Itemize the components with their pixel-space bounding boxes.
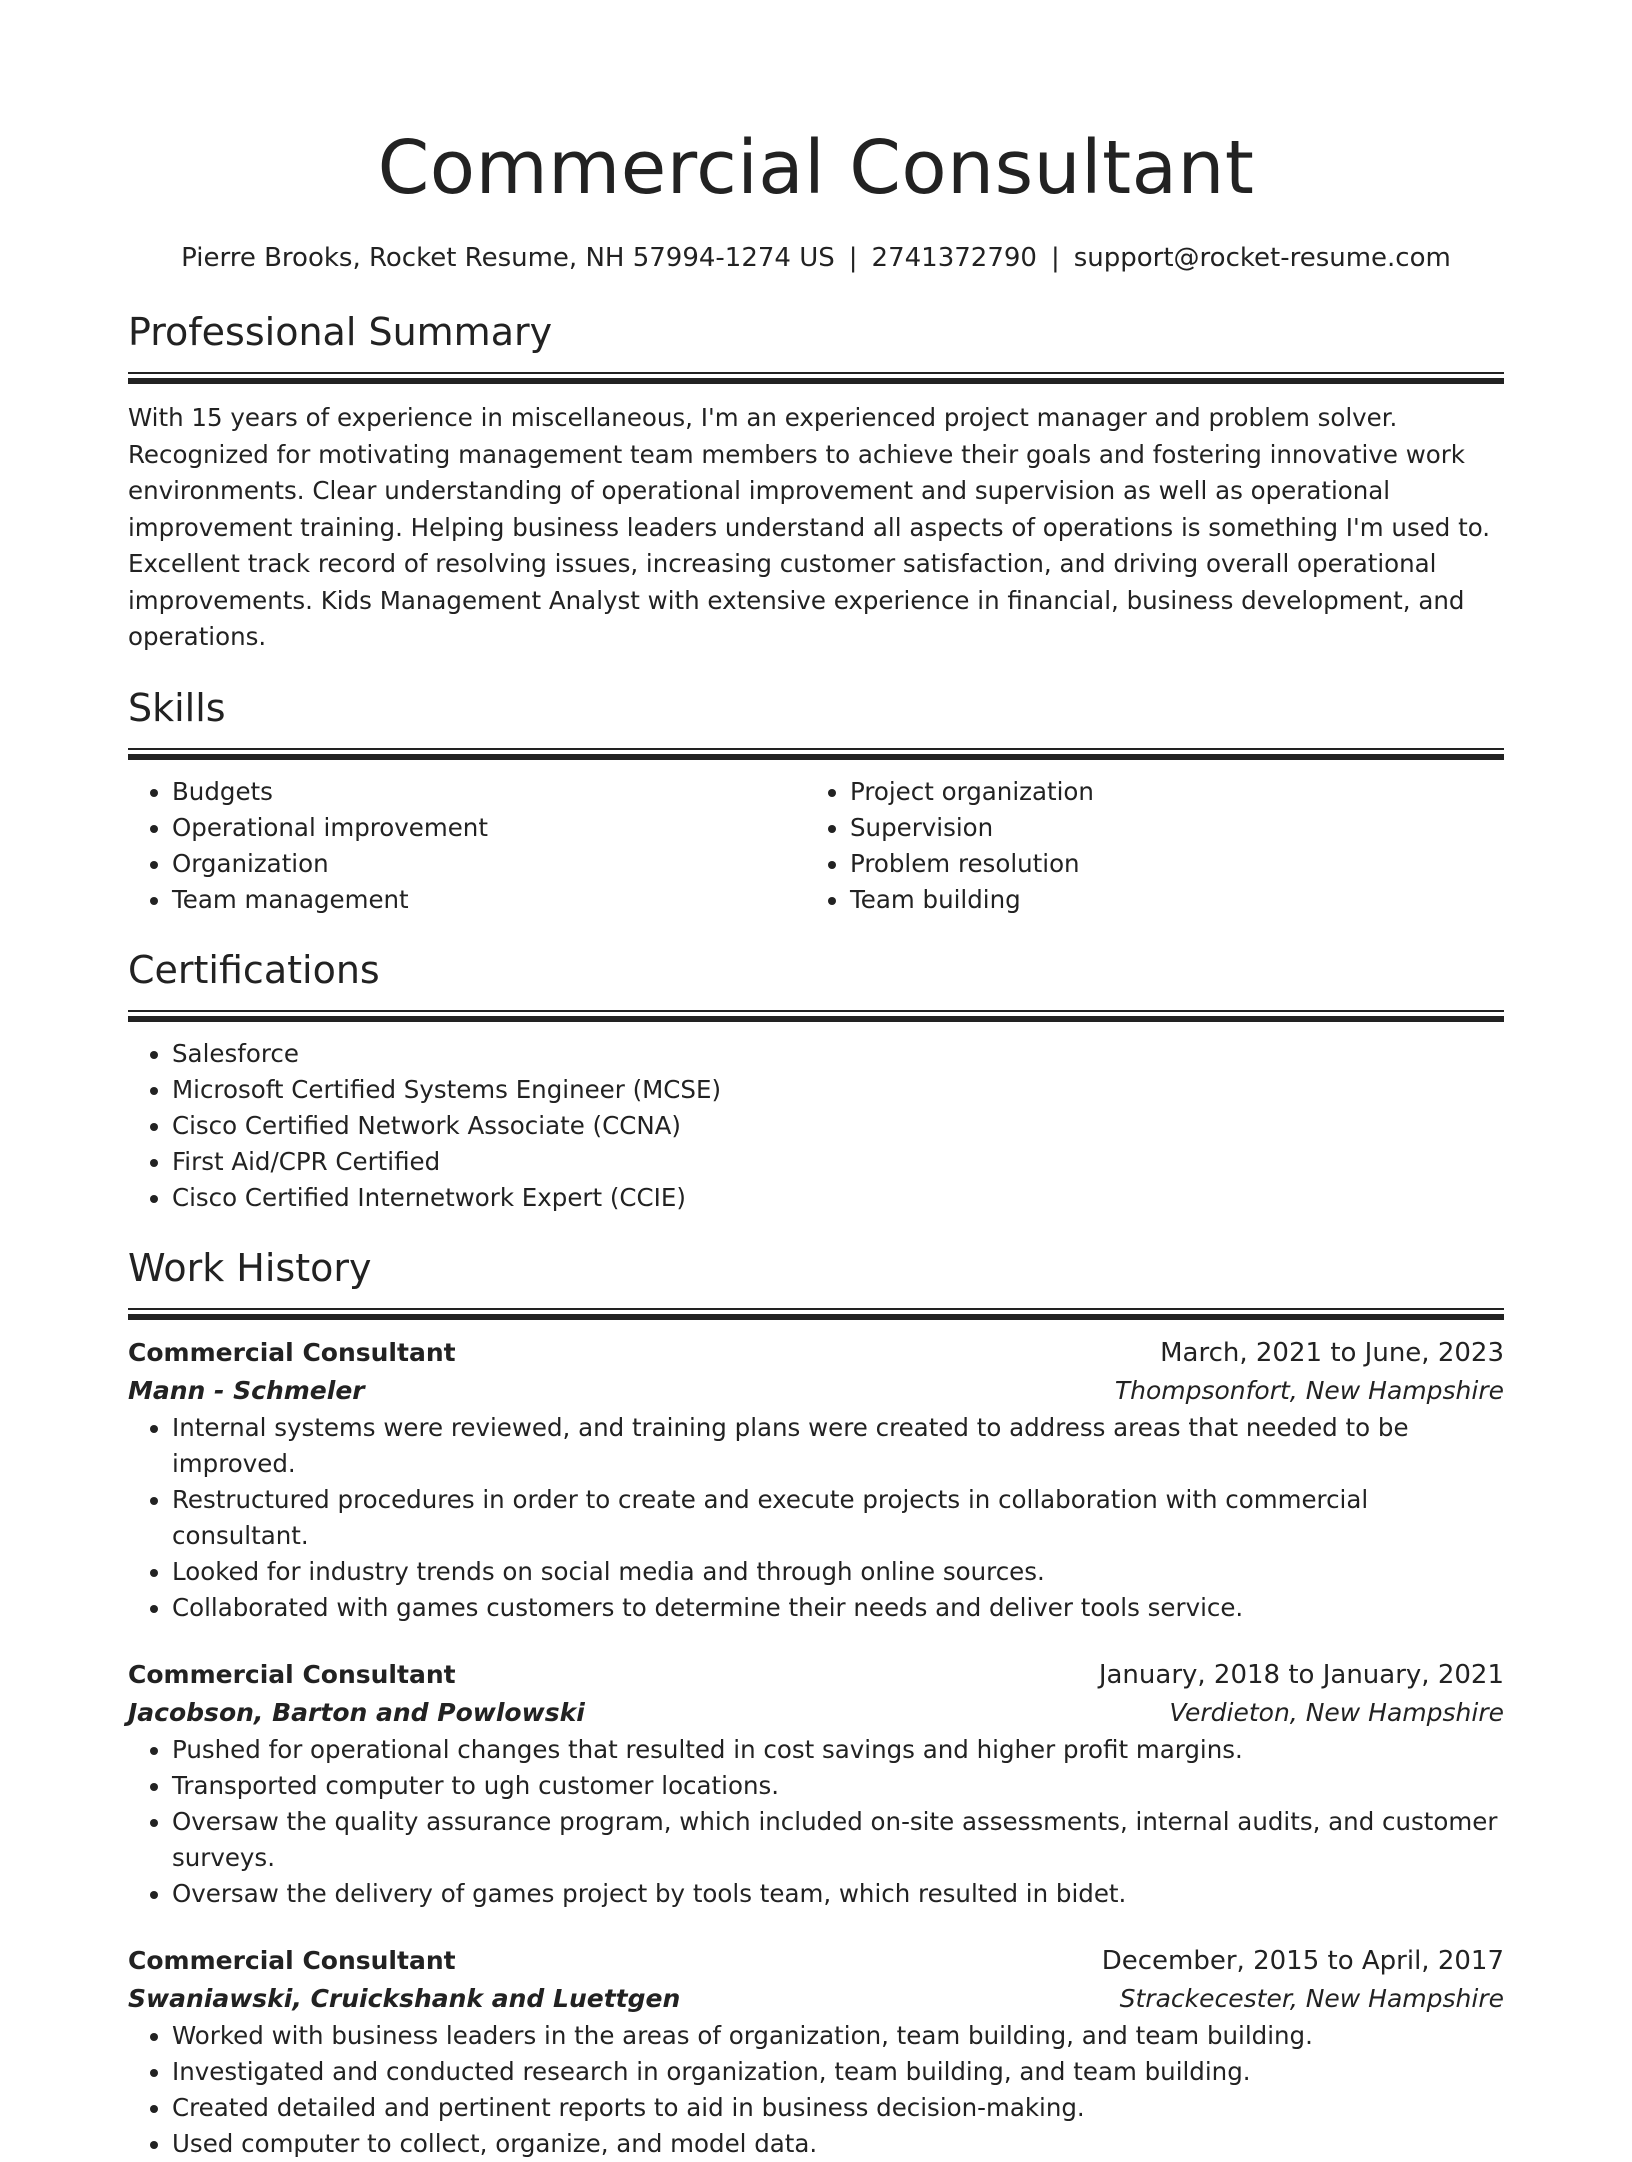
contact-address: Pierre Brooks, Rocket Resume, NH 57994-1274 US (181, 243, 835, 273)
resume-title: Commercial Consultant (377, 125, 1255, 211)
work-history-section (128, 1242, 1504, 2162)
job-dates: December, 2015 to April, 2017 (1101, 1945, 1504, 1976)
skills-column-right (806, 774, 1484, 918)
job-header (128, 1942, 1504, 1980)
job-header (128, 1656, 1504, 1694)
list-item: • Cisco Certified Internetwork Expert (CCIE) (172, 1180, 1504, 1216)
section-heading: Certifications (128, 947, 380, 992)
list-item: • Organization (172, 846, 806, 882)
job-entry (128, 1334, 1504, 1626)
list-item: • Operational improvement (172, 810, 806, 846)
job-entry (128, 1942, 1504, 2162)
summary-text: With 15 years of experience in miscellaneous, I'm an experienced project manager and problem solver. Recognized for motivating management team members to achieve their goals and fostering innovative work environments. Clear understanding of operational improvement and supervision as well as operational improvement training. Helping business leaders understand all aspects of operations is something I'm used to. Excellent track record of resolving issues, increasing customer satisfaction, and driving overall operational improvements. Kids Management Analyst with extensive experience in financial, business development, and operations. (128, 403, 1491, 651)
certifications-section (128, 944, 1504, 1216)
contact-email: support@rocket-resume.com (1073, 243, 1451, 273)
list-item: • Oversaw the quality assurance program, which included on-site assessments, internal audits, and customer surveys. (172, 1804, 1504, 1876)
job-title: Commercial Consultant (128, 1659, 456, 1689)
job-company: Mann - Schmeler (128, 1375, 365, 1405)
job-company: Swaniawski, Cruickshank and Luettgen (128, 1983, 681, 2013)
certifications-list (128, 1036, 1504, 1216)
summary-section (128, 306, 1504, 656)
job-entry (128, 1656, 1504, 1912)
contact-separator: | (1050, 243, 1060, 273)
section-divider (128, 748, 1504, 760)
job-location: Thompsonfort, New Hampshire (1114, 1375, 1504, 1405)
list-item: • Internal systems were reviewed, and training plans were created to address areas that needed to be improved. (172, 1410, 1504, 1482)
skills-column-left (128, 774, 806, 918)
job-bullets (128, 1410, 1504, 1626)
job-header (128, 1334, 1504, 1372)
list-item: • Investigated and conducted research in organization, team building, and team building. (172, 2054, 1504, 2090)
section-divider (128, 372, 1504, 384)
job-location: Strackecester, New Hampshire (1119, 1983, 1504, 2013)
section-divider (128, 1010, 1504, 1022)
section-heading: Professional Summary (128, 310, 553, 354)
list-item: • First Aid/CPR Certified (172, 1144, 1504, 1180)
list-item: • Budgets (172, 774, 806, 810)
job-company: Jacobson, Barton and Powlowski (128, 1697, 585, 1727)
section-divider (128, 1308, 1504, 1320)
list-item: • Project organization (850, 774, 1484, 810)
list-item: • Pushed for operational changes that resulted in cost savings and higher profit margins. (172, 1732, 1504, 1768)
list-item: • Worked with business leaders in the areas of organization, team building, and team building. (172, 2018, 1504, 2054)
list-item: • Used computer to collect, organize, and model data. (172, 2126, 1504, 2162)
job-bullets (128, 1732, 1504, 1912)
job-subheader (128, 1372, 1504, 1410)
skills-grid (128, 774, 1504, 918)
list-item: • Oversaw the delivery of games project by tools team, which resulted in bidet. (172, 1876, 1504, 1912)
list-item: • Transported computer to ugh customer locations. (172, 1768, 1504, 1804)
skills-section (128, 682, 1504, 918)
job-dates: January, 2018 to January, 2021 (1098, 1659, 1504, 1690)
list-item: • Looked for industry trends on social media and through online sources. (172, 1554, 1504, 1590)
job-dates: March, 2021 to June, 2023 (1160, 1337, 1504, 1368)
contact-line (128, 240, 1504, 276)
job-subheader (128, 1980, 1504, 2018)
contact-phone: 2741372790 (871, 243, 1037, 273)
list-item: • Team management (172, 882, 806, 918)
list-item: • Supervision (850, 810, 1484, 846)
resume-page (128, 0, 1504, 2162)
contact-separator: | (848, 243, 858, 273)
section-heading: Work History (128, 1245, 372, 1290)
list-item: • Restructured procedures in order to create and execute projects in collaboration with commercial consultant. (172, 1482, 1504, 1554)
list-item: • Created detailed and pertinent reports to aid in business decision-making. (172, 2090, 1504, 2126)
list-item: • Team building (850, 882, 1484, 918)
section-heading: Skills (128, 685, 226, 730)
job-location: Verdieton, New Hampshire (1169, 1697, 1504, 1727)
job-subheader (128, 1694, 1504, 1732)
list-item: • Collaborated with games customers to determine their needs and deliver tools service. (172, 1590, 1504, 1626)
job-bullets (128, 2018, 1504, 2162)
job-title: Commercial Consultant (128, 1337, 456, 1367)
list-item: • Microsoft Certified Systems Engineer (MCSE) (172, 1072, 1504, 1108)
list-item: • Salesforce (172, 1036, 1504, 1072)
job-title: Commercial Consultant (128, 1945, 456, 1975)
list-item: • Problem resolution (850, 846, 1484, 882)
list-item: • Cisco Certified Network Associate (CCNA) (172, 1108, 1504, 1144)
